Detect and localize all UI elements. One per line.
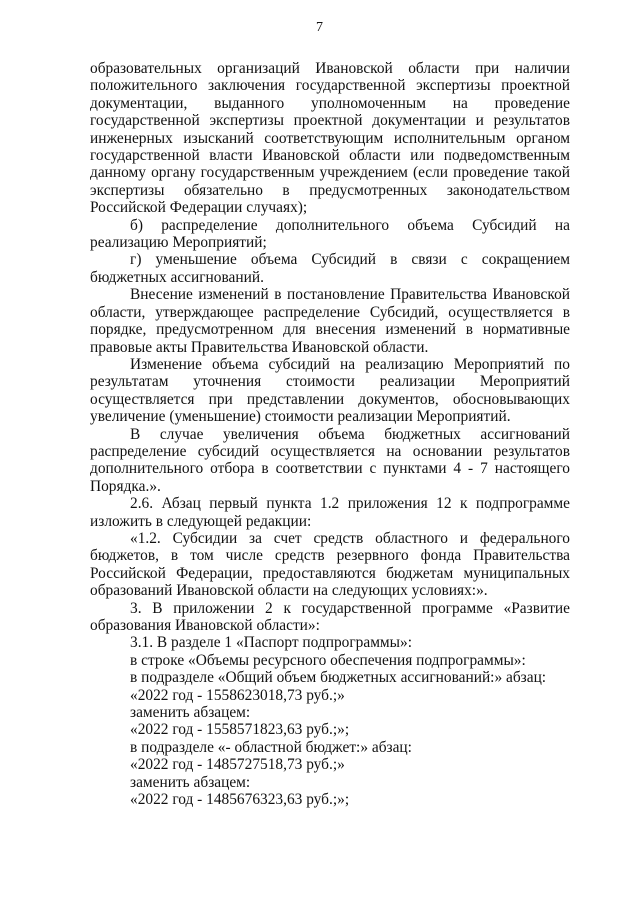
line-subsection-regional: в подразделе «- областной бюджет:» абзац:	[130, 738, 412, 756]
line-replace-1: заменить абзацем:	[130, 704, 251, 722]
paragraph-subsidy-change: Изменение объема субсидий на реализацию Мероприятий по результатам уточнения стоимости реализации Мероприятий осуществляется при представлении документов, обосновывающих увеличение (уменьшение) стоимости реализации Мероприятий.	[90, 355, 570, 426]
paragraph-amendments: Внесение изменений в постановление Правительства Ивановской области, утверждающее распределение Субсидий, осуществляется в порядке, предусмотренном для внесения изменений в нормативные правовые акты Правительства Ивановской области.	[90, 286, 570, 356]
paragraph-3-1: 3.1. В разделе 1 «Паспорт подпрограммы»:	[130, 634, 412, 652]
line-row-resources: в строке «Объемы ресурсного обеспечения подпрограммы»:	[130, 651, 526, 669]
paragraph-item-g: г) уменьшение объема Субсидий в связи с сокращением бюджетных ассигнований.	[90, 251, 570, 286]
page-number: 7	[316, 20, 323, 35]
line-new-regional-2022: «2022 год - 1485676323,63 руб.;»;	[130, 791, 350, 809]
line-replace-2: заменить абзацем:	[130, 773, 251, 791]
paragraph-increase: В случае увеличения объема бюджетных ассигнований распределение субсидий осуществляется на основании результатов дополнительного отбора в соответствии с пунктами 4 - 7 настоящего Порядка.».	[90, 425, 570, 495]
paragraph-2-6: 2.6. Абзац первый пункта 1.2 приложения 12 к подпрограмме изложить в следующей редакции:	[90, 495, 570, 530]
document-body	[90, 60, 570, 808]
line-subsection-total: в подразделе «Общий объем бюджетных ассигнований:» абзац:	[130, 669, 547, 687]
paragraph-quote-1-2: «1.2. Субсидии за счет средств областного и федерального бюджетов, в том числе средств резервного фонда Правительства Российской Федерации, предоставляются бюджетам муниципальных образований Ивановской области на следующих условиях:».	[90, 529, 570, 600]
line-old-regional-2022: «2022 год - 1485727518,73 руб.;»	[130, 756, 345, 774]
paragraph-item-b: б) распределение дополнительного объема Субсидий на реализацию Мероприятий;	[90, 216, 570, 252]
line-old-total-2022: «2022 год - 1558623018,73 руб.;»	[130, 686, 345, 704]
line-new-total-2022: «2022 год - 1558571823,63 руб.;»;	[130, 721, 350, 739]
paragraph-continuation: образовательных организаций Ивановской области при наличии положительного заключения государственной экспертизы проектной документации, выданного уполномоченным на проведение государственной экспертизы проектной документации и результатов инженерных изысканий соответствующим исполнительным органом государственной власти Ивановской области или подведомственным данному органу государственным учреждением (если проведение такой экспертизы обязательно в предусмотренных законодательством Российской Федерации случаях);	[90, 60, 570, 217]
paragraph-3: 3. В приложении 2 к государственной программе «Развитие образования Ивановской области»:	[90, 599, 570, 634]
